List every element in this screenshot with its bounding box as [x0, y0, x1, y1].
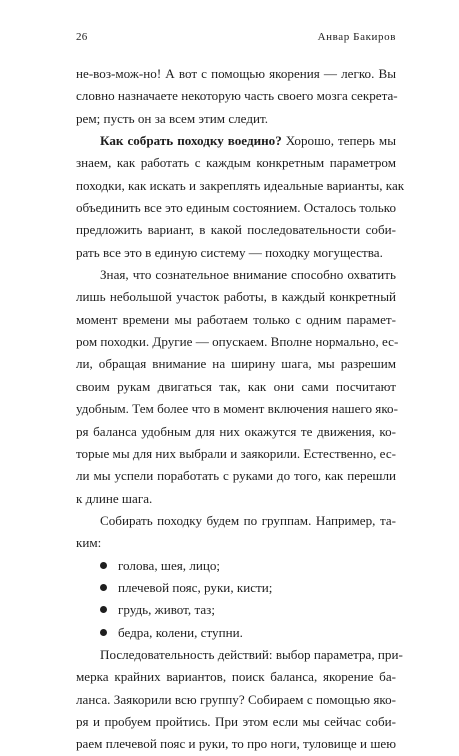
text-line: ли мы успели поработать с руками до того, как перешли	[76, 468, 396, 484]
text-line	[76, 130, 396, 152]
text-line: момент времени мы работаем только с одним парамет-	[76, 311, 396, 327]
text-line: ря баланса удобным для них окажутся те движения, ко-	[76, 423, 396, 439]
list-item	[76, 577, 396, 599]
text-line: Зная, что сознательное внимание способно охватить	[100, 267, 396, 283]
text-line: Последовательность действий: выбор параметра, при-	[100, 646, 403, 662]
text-line: рем; пусть он за всем этим следит.	[76, 110, 268, 126]
bullet-icon	[100, 622, 118, 644]
list-item-text: бедра, колени, ступни.	[118, 624, 243, 640]
text-line: объединить все это единым состоянием. Осталось только	[76, 200, 397, 216]
list-item	[76, 555, 396, 577]
text-line: походки, как искать и закреплять идеальные варианты, как	[76, 177, 405, 193]
text-line: мерка крайних вариантов, поиск баланса, якорение ба-	[76, 669, 396, 685]
text-line: не-воз-мож-но! А вот с помощью якорения — легко. Вы	[76, 66, 396, 81]
text-line: своим рукам двигаться так, как они сами посчитают	[76, 378, 396, 394]
text-line: лишь небольшой участок работы, в каждый конкретный	[76, 289, 396, 305]
text-line: словно назначаете некоторую часть своего мозга секрета-	[76, 88, 398, 104]
text-line: к длине шага.	[76, 490, 153, 506]
text-line: предложить вариант, в какой последовательности соби-	[76, 222, 396, 238]
list-item	[76, 622, 396, 644]
text-line: ром походки. Другие — опускаем. Вполне нормально, ес-	[76, 334, 399, 350]
text-line: раем плечевой пояс и руки, то про ноги, туловище и шею	[76, 736, 396, 752]
text-line: ланса. Заякорили всю группу? Собираем с помощью яко-	[76, 691, 396, 707]
list-item-text: плечевой пояс, руки, кисти;	[118, 579, 273, 595]
running-head	[76, 31, 396, 45]
page-number: 26	[76, 31, 88, 43]
bullet-icon	[100, 599, 118, 621]
bold-lead-in: Как собрать походку воедино?	[100, 133, 282, 149]
author-name: Анвар Бакиров	[317, 31, 396, 43]
bullet-icon	[100, 577, 118, 599]
text-line: удобным. Тем более что в момент включения нашего яко-	[76, 401, 398, 417]
list-item-text: грудь, живот, таз;	[118, 602, 215, 618]
bullet-icon	[100, 555, 118, 577]
text-line: ким:	[76, 535, 102, 551]
text-line: торые мы для них выбрали и заякорили. Естественно, ес-	[76, 445, 396, 461]
text-run: Хорошо, теперь мы	[281, 133, 396, 149]
text-line: ря и пробуем пройтись. При этом если мы сейчас соби-	[76, 713, 396, 729]
text-line: Собирать походку будем по группам. Например, та-	[100, 512, 396, 528]
body-text	[76, 63, 405, 756]
text-line: знаем, как работать с каждым конкретным параметром	[76, 155, 396, 171]
list-item	[76, 599, 396, 621]
text-line: рать все это в единую систему — походку могущества.	[76, 244, 383, 260]
text-line: ли, обращая внимание на ширину шага, мы разрешим	[76, 356, 396, 372]
list-item-text: голова, шея, лицо;	[118, 557, 221, 573]
